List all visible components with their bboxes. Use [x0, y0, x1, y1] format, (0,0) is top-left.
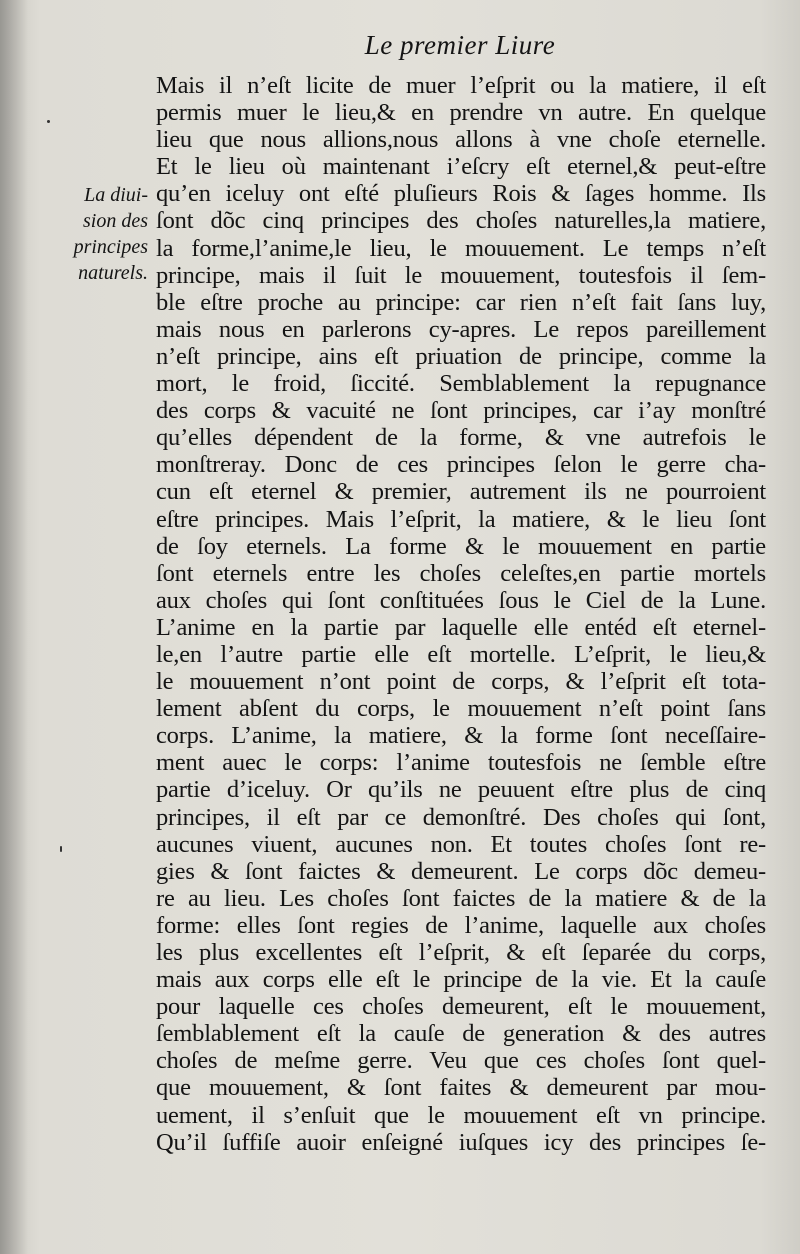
text-line: qu’en iceluy ont eſté pluſieurs Rois & ſages homme. Ils: [156, 180, 766, 208]
text-line: L’anime en la partie par laquelle elle entéd eſt eternel-: [156, 613, 766, 641]
text-line: aucunes viuent, aucunes non. Et toutes choſes ſont re-: [156, 830, 766, 858]
margin-note-line: La diui-: [84, 184, 148, 206]
text-line: choſes de meſme gerre. Veu que ces choſes ſont quel-: [156, 1047, 766, 1075]
paper-speck: [47, 120, 50, 123]
text-line: monſtreray. Donc de ces principes ſelon le gerre cha-: [156, 451, 766, 479]
text-line: uement, il s’enſuit que le mouuement eſt vn principe.: [156, 1101, 766, 1129]
text-line: des corps & vacuité ne ſont principes, car i’ay monſtré: [156, 397, 766, 425]
text-line: le mouuement n’ont point de corps, & l’eſprit eſt tota-: [156, 668, 766, 696]
text-line: corps. L’anime, la matiere, & la forme ſont neceſſaire-: [156, 722, 766, 750]
text-line: permis muer le lieu,& en prendre vn autre. En quelque: [156, 99, 766, 127]
text-line: gies & ſont faictes & demeurent. Le corps dõc demeu-: [156, 857, 766, 885]
text-line: les plus excellentes eſt l’eſprit, & eſt ſeparée du corps,: [156, 939, 766, 966]
body-text: [156, 72, 766, 1156]
text-line: cun eſt eternel & premier, autrement ils ne pourroient: [156, 478, 766, 506]
text-line: partie d’iceluy. Or qu’ils ne peuuent eſtre plus de cinq: [156, 776, 766, 804]
text-line: ſont dõc cinq principes des choſes naturelles,la matiere,: [156, 207, 766, 235]
text-line: principe, mais il ſuit le mouuement, toutesfois il ſem-: [156, 261, 766, 289]
text-line: n’eſt principe, ains eſt priuation de principe, comme la: [156, 342, 766, 370]
text-line: le,en l’autre partie elle eſt mortelle. L’eſprit, le lieu,&: [156, 640, 766, 668]
text-line: eſtre principes. Mais l’eſprit, la matiere, & le lieu ſont: [156, 505, 766, 533]
text-line: Qu’il ſuffiſe auoir enſeigné iuſques icy des principes ſe-: [156, 1128, 766, 1156]
text-line: forme: elles ſont regies de l’anime, laquelle aux choſes: [156, 911, 766, 939]
text-line: Mais il n’eſt licite de muer l’eſprit ou la matiere, il eſt: [156, 72, 766, 99]
text-line: mais aux corps elle eſt le principe de la vie. Et la cauſe: [156, 966, 766, 994]
margin-note-line: naturels.: [78, 262, 148, 284]
text-line: la forme,l’anime,le lieu, le mouuement. Le temps n’eſt: [156, 234, 766, 262]
text-line: principes, il eſt par ce demonſtré. Des choſes qui ſont,: [156, 803, 766, 831]
text-line: ſemblablement eſt la cauſe de generation & des autres: [156, 1020, 766, 1048]
running-head: Le premier Liure: [364, 30, 556, 60]
text-line: qu’elles dépendent de la forme, & vne autrefois le: [156, 424, 766, 452]
paper-speck: [60, 846, 62, 852]
text-line: ble eſtre proche au principe: car rien n’eſt fait ſans luy,: [156, 288, 766, 316]
margin-note-line: sion des: [83, 210, 148, 232]
text-line: que mouuement, & ſont faites & demeurent par mou-: [156, 1074, 766, 1102]
margin-note: [20, 182, 148, 286]
text-line: aux choſes qui ſont conſtituées ſous le Ciel de la Lune.: [156, 586, 766, 614]
text-line: lieu que nous allions,nous allons à vne choſe eternelle.: [156, 126, 766, 154]
margin-note-line: principes: [73, 236, 148, 258]
text-line: Et le lieu où maintenant i’eſcry eſt eternel,& peut-eſtre: [156, 153, 766, 181]
text-line: re au lieu. Les choſes ſont faictes de la matiere & de la: [156, 884, 766, 912]
text-line: ment auec le corps: l’anime toutesfois ne ſemble eſtre: [156, 749, 766, 777]
text-line: mais nous en parlerons cy-apres. Le repos pareillement: [156, 315, 766, 343]
text-line: ſont eternels entre les choſes celeſtes,en partie mortels: [156, 559, 766, 587]
text-line: pour laquelle ces choſes demeurent, eſt le mouuement,: [156, 993, 766, 1021]
text-line: mort, le froid, ſiccité. Semblablement la repugnance: [156, 370, 766, 398]
text-line: lement abſent du corps, le mouuement n’eſt point ſans: [156, 695, 766, 723]
text-line: de ſoy eternels. La forme & le mouuement en partie: [156, 532, 766, 560]
